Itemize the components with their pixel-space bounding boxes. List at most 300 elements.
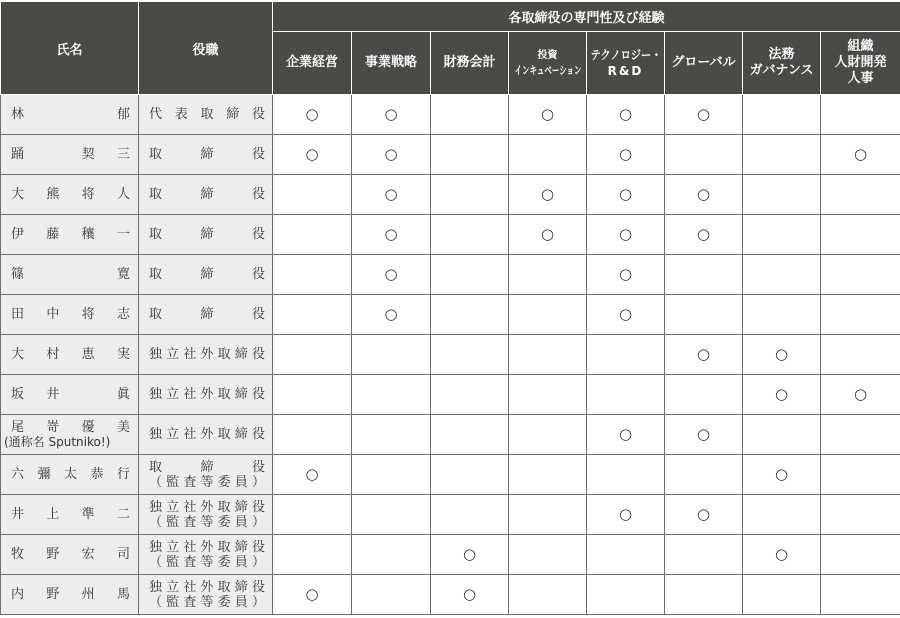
check-mark: ○ xyxy=(853,144,868,163)
check-mark: ○ xyxy=(696,104,711,123)
skill-cell xyxy=(352,375,431,415)
justified-character: 州 xyxy=(81,587,95,602)
skill-cell xyxy=(743,135,821,175)
justified-character: 役 xyxy=(251,459,265,475)
skill-cell xyxy=(743,295,821,335)
skill-cell xyxy=(273,495,352,535)
director-name xyxy=(11,267,130,282)
check-mark: ○ xyxy=(853,384,868,403)
skill-cell xyxy=(821,135,900,175)
skill-cell xyxy=(431,175,509,215)
director-name-cell xyxy=(1,175,139,215)
header-skill-legal-governance xyxy=(743,32,821,95)
justified-character: 林 xyxy=(11,107,25,122)
justified-character: 独 xyxy=(149,427,163,442)
skill-cell xyxy=(821,335,900,375)
justified-character: 員 xyxy=(234,514,248,530)
justified-character: 恭 xyxy=(90,467,104,482)
skill-cell xyxy=(352,575,431,615)
skill-cell xyxy=(743,215,821,255)
skill-cell xyxy=(587,135,665,175)
skill-cell xyxy=(587,95,665,135)
table-row xyxy=(1,375,900,415)
skill-cell xyxy=(509,535,587,575)
director-role-line xyxy=(149,347,265,362)
director-name xyxy=(11,420,130,435)
justified-character: 取 xyxy=(217,427,231,442)
justified-character: 郁 xyxy=(116,107,130,122)
director-name-cell xyxy=(1,535,139,575)
skill-cell xyxy=(352,495,431,535)
justified-character: 社 xyxy=(183,499,197,515)
justified-character: （ xyxy=(149,554,163,570)
justified-character: 査 xyxy=(183,554,197,570)
skill-cell xyxy=(273,375,352,415)
justified-character: 熊 xyxy=(46,187,60,202)
justified-character: 役 xyxy=(251,387,265,402)
director-name xyxy=(11,547,130,562)
skill-cell xyxy=(821,455,900,495)
justified-character: 優 xyxy=(81,419,95,435)
check-mark: ○ xyxy=(384,264,398,283)
skill-cell xyxy=(352,135,431,175)
justified-character: 彌 xyxy=(37,467,51,482)
skill-cell xyxy=(273,455,352,495)
header-role: 役職 xyxy=(139,2,273,95)
skill-cell xyxy=(743,175,821,215)
justified-character: 一 xyxy=(116,227,130,242)
skill-cell xyxy=(821,575,900,615)
justified-character: 査 xyxy=(183,594,197,610)
check-mark: ○ xyxy=(384,184,398,203)
skill-cell xyxy=(273,135,352,175)
justified-character: ） xyxy=(251,514,265,530)
header-skill-label-line: インキュベーション xyxy=(514,64,582,77)
justified-character: 取 xyxy=(217,387,231,402)
skill-cell xyxy=(821,495,900,535)
skill-cell xyxy=(821,175,900,215)
director-role-cell xyxy=(139,495,273,535)
justified-character: 役 xyxy=(251,539,265,555)
director-role-line xyxy=(149,515,265,530)
skill-cell xyxy=(587,175,665,215)
director-name xyxy=(11,347,130,362)
table-row xyxy=(1,175,900,215)
skill-cell xyxy=(431,215,509,255)
skill-cell xyxy=(509,295,587,335)
director-name xyxy=(11,587,130,602)
justified-character: 準 xyxy=(81,507,95,522)
table-row xyxy=(1,255,900,295)
director-name-cell xyxy=(1,575,139,615)
check-mark: ○ xyxy=(774,464,789,483)
skill-cell xyxy=(665,535,743,575)
director-role-line xyxy=(149,227,265,242)
justified-character: 二 xyxy=(116,507,130,522)
justified-character xyxy=(64,107,77,122)
check-mark: ○ xyxy=(696,504,711,523)
justified-character: 取 xyxy=(217,499,231,515)
check-mark: ○ xyxy=(696,224,711,243)
justified-character: 役 xyxy=(251,187,265,202)
justified-character: 藤 xyxy=(46,227,60,242)
director-name xyxy=(11,227,130,242)
justified-character: 将 xyxy=(81,307,95,322)
skill-cell xyxy=(821,415,900,455)
justified-character: 査 xyxy=(183,514,197,530)
skill-cell xyxy=(743,375,821,415)
header-name: 氏名 xyxy=(1,2,139,95)
justified-character: 役 xyxy=(251,307,265,322)
check-mark: ○ xyxy=(774,384,789,403)
justified-character: 等 xyxy=(200,474,214,490)
table-row xyxy=(1,215,900,255)
justified-character: 等 xyxy=(200,514,214,530)
director-role-line xyxy=(149,595,265,610)
header-skill-label-line: 企業経営 xyxy=(285,55,338,70)
director-role-line xyxy=(149,555,265,570)
justified-character: 役 xyxy=(251,147,265,162)
skill-cell xyxy=(509,455,587,495)
justified-character: 取 xyxy=(149,459,163,475)
justified-character: 嵜 xyxy=(46,419,60,435)
header-skills-group: 各取締役の専門性及び経験 xyxy=(273,2,900,32)
justified-character: 志 xyxy=(116,307,130,322)
director-role-line xyxy=(149,475,265,490)
director-role-cell xyxy=(139,135,273,175)
director-role-cell xyxy=(139,295,273,335)
justified-character: 坂 xyxy=(11,387,25,402)
justified-character xyxy=(82,387,95,402)
director-role-cell xyxy=(139,415,273,455)
skill-cell xyxy=(587,455,665,495)
director-role-cell xyxy=(139,215,273,255)
justified-character: 社 xyxy=(183,347,197,362)
header-skill-technology-rd xyxy=(587,32,665,95)
justified-character: 独 xyxy=(149,347,163,362)
skill-cell xyxy=(665,455,743,495)
skill-cell xyxy=(743,415,821,455)
skill-cell xyxy=(273,295,352,335)
justified-character: 取 xyxy=(149,267,163,282)
director-role-line xyxy=(149,147,265,162)
director-name xyxy=(11,467,130,482)
table-row xyxy=(1,295,900,335)
director-role-line xyxy=(149,267,265,282)
justified-character: 立 xyxy=(166,499,180,515)
skill-cell xyxy=(431,295,509,335)
skill-cell xyxy=(352,535,431,575)
justified-character: 役 xyxy=(251,347,265,362)
check-mark: ○ xyxy=(696,184,711,203)
justified-character: 締 xyxy=(200,459,214,475)
justified-character: 田 xyxy=(11,307,25,322)
skill-cell xyxy=(431,575,509,615)
table-row xyxy=(1,335,900,375)
justified-character: 社 xyxy=(183,427,197,442)
skill-cell xyxy=(509,495,587,535)
director-role-line xyxy=(149,500,265,515)
skill-cell xyxy=(273,175,352,215)
check-mark: ○ xyxy=(305,464,319,483)
skill-cell xyxy=(509,375,587,415)
check-mark: ○ xyxy=(305,584,319,603)
justified-character: 社 xyxy=(183,579,197,595)
justified-character: 中 xyxy=(46,307,60,322)
skill-cell xyxy=(352,95,431,135)
header-skill-business-strategy xyxy=(352,32,431,95)
skill-cell xyxy=(821,295,900,335)
justified-character: 村 xyxy=(46,347,60,362)
check-mark: ○ xyxy=(618,264,633,283)
check-mark: ○ xyxy=(696,424,711,443)
justified-character: 独 xyxy=(149,387,163,402)
director-name-cell xyxy=(1,255,139,295)
justified-character: 締 xyxy=(234,347,248,362)
check-mark: ○ xyxy=(384,304,398,323)
skill-cell xyxy=(273,535,352,575)
justified-character: 三 xyxy=(116,147,130,162)
justified-character: 大 xyxy=(11,187,25,202)
justified-character: 尾 xyxy=(11,419,25,435)
check-mark: ○ xyxy=(618,224,633,243)
check-mark: ○ xyxy=(384,144,398,163)
director-name-cell xyxy=(1,375,139,415)
skill-cell xyxy=(743,535,821,575)
skill-cell xyxy=(665,575,743,615)
check-mark: ○ xyxy=(696,344,711,363)
justified-character: 行 xyxy=(116,467,130,482)
justified-character: 外 xyxy=(200,499,214,515)
justified-character: 大 xyxy=(11,347,25,362)
skill-cell xyxy=(431,335,509,375)
justified-character: 取 xyxy=(149,147,163,162)
justified-character xyxy=(64,267,77,282)
justified-character: ） xyxy=(251,474,265,490)
skill-cell xyxy=(821,95,900,135)
director-name-cell xyxy=(1,495,139,535)
director-role-line xyxy=(149,307,265,322)
justified-character: （ xyxy=(149,594,163,610)
header-skill-label-line: 人事 xyxy=(847,71,874,86)
justified-character: 外 xyxy=(200,427,214,442)
skill-cell xyxy=(352,455,431,495)
justified-character: 穰 xyxy=(81,227,95,242)
table-header xyxy=(1,2,900,95)
justified-character: 外 xyxy=(200,387,214,402)
director-name-note: (通称名 Sputniko!) xyxy=(4,434,111,449)
justified-character: 員 xyxy=(234,594,248,610)
director-role-cell xyxy=(139,575,273,615)
skill-cell xyxy=(509,335,587,375)
justified-character: 将 xyxy=(81,187,95,202)
skill-cell xyxy=(509,95,587,135)
table-row xyxy=(1,95,900,135)
check-mark: ○ xyxy=(774,344,789,363)
skill-cell xyxy=(743,335,821,375)
header-skill-label-line: ガバナンス xyxy=(749,63,814,78)
skill-matrix-table xyxy=(0,1,900,615)
justified-character: 委 xyxy=(217,474,231,490)
table-row xyxy=(1,455,900,495)
justified-character: 立 xyxy=(166,579,180,595)
header-skill-label-line: 人財開発 xyxy=(834,55,887,70)
skill-cell xyxy=(665,375,743,415)
skill-cell xyxy=(352,415,431,455)
skill-cell xyxy=(665,215,743,255)
skill-cell xyxy=(587,215,665,255)
director-role-cell xyxy=(139,375,273,415)
justified-character: 委 xyxy=(217,514,231,530)
justified-character: 監 xyxy=(166,594,180,610)
skill-cell xyxy=(665,295,743,335)
header-skill-label-line: 投資 xyxy=(537,50,558,61)
justified-character: 締 xyxy=(200,227,214,242)
justified-character: 司 xyxy=(116,547,130,562)
justified-character: ） xyxy=(251,554,265,570)
check-mark: ○ xyxy=(774,544,789,563)
director-role-line xyxy=(149,580,265,595)
justified-character: （ xyxy=(149,514,163,530)
skill-cell xyxy=(821,535,900,575)
justified-character: 踊 xyxy=(11,147,25,162)
justified-character: 太 xyxy=(63,467,77,482)
justified-character: 実 xyxy=(116,347,130,362)
check-mark: ○ xyxy=(618,144,633,163)
skill-cell xyxy=(273,215,352,255)
header-skill-finance-accounting xyxy=(431,32,509,95)
skill-cell xyxy=(665,495,743,535)
justified-character: 立 xyxy=(166,539,180,555)
table-row xyxy=(1,415,900,455)
skill-cell xyxy=(821,375,900,415)
skill-cell xyxy=(352,175,431,215)
justified-character: 独 xyxy=(149,579,163,595)
justified-character: 委 xyxy=(217,554,231,570)
justified-character: 伊 xyxy=(11,227,25,242)
skill-cell xyxy=(273,255,352,295)
justified-character: 内 xyxy=(11,587,25,602)
skill-cell xyxy=(509,575,587,615)
justified-character: 社 xyxy=(183,387,197,402)
skill-cell xyxy=(431,455,509,495)
skill-cell xyxy=(431,495,509,535)
justified-character: 立 xyxy=(166,427,180,442)
director-role-cell xyxy=(139,95,273,135)
justified-character: 契 xyxy=(81,147,95,162)
skill-cell xyxy=(273,95,352,135)
justified-character: 取 xyxy=(149,187,163,202)
justified-character: 取 xyxy=(200,107,214,122)
justified-character: 独 xyxy=(149,539,163,555)
justified-character: 独 xyxy=(149,499,163,515)
director-role-cell xyxy=(139,455,273,495)
director-role-line xyxy=(149,387,265,402)
skill-cell xyxy=(431,135,509,175)
justified-character: 締 xyxy=(200,267,214,282)
skill-cell xyxy=(431,415,509,455)
skill-cell xyxy=(273,575,352,615)
header-skill-corporate-management xyxy=(273,32,352,95)
director-role-line xyxy=(149,107,265,122)
justified-character: 締 xyxy=(234,387,248,402)
justified-character: 美 xyxy=(116,419,130,435)
justified-character: 立 xyxy=(166,387,180,402)
director-role-line xyxy=(149,187,265,202)
director-name xyxy=(11,387,130,402)
skill-cell xyxy=(587,295,665,335)
director-name-cell xyxy=(1,295,139,335)
justified-character: 締 xyxy=(200,147,214,162)
justified-character: 野 xyxy=(46,587,60,602)
skill-cell xyxy=(665,95,743,135)
check-mark: ○ xyxy=(462,544,477,563)
justified-character: 取 xyxy=(217,347,231,362)
justified-character: 取 xyxy=(217,579,231,595)
justified-character: 牧 xyxy=(11,547,25,562)
header-skill-label-line: 組織 xyxy=(847,39,874,54)
skill-cell xyxy=(431,375,509,415)
justified-character: 役 xyxy=(251,107,265,122)
check-mark: ○ xyxy=(618,504,633,523)
check-mark: ○ xyxy=(618,304,633,323)
skill-cell xyxy=(587,535,665,575)
justified-character: 役 xyxy=(251,499,265,515)
justified-character: 監 xyxy=(166,554,180,570)
justified-character: 恵 xyxy=(81,347,95,362)
skill-cell xyxy=(743,495,821,535)
justified-character: 外 xyxy=(200,347,214,362)
justified-character: 寛 xyxy=(116,267,130,282)
header-skill-label-line: 財務会計 xyxy=(443,55,496,70)
justified-character: 査 xyxy=(183,474,197,490)
justified-character: 締 xyxy=(234,499,248,515)
skill-cell xyxy=(509,255,587,295)
header-skill-label-line: グローバル xyxy=(671,55,736,70)
skill-cell xyxy=(665,135,743,175)
skill-cell xyxy=(431,535,509,575)
skill-cell xyxy=(587,495,665,535)
skill-cell xyxy=(821,255,900,295)
director-name-cell xyxy=(1,135,139,175)
justified-character: 員 xyxy=(234,554,248,570)
header-skill-global xyxy=(665,32,743,95)
justified-character: 等 xyxy=(200,594,214,610)
justified-character: 井 xyxy=(46,387,60,402)
justified-character: 宏 xyxy=(81,547,95,562)
skill-cell xyxy=(352,295,431,335)
justified-character: 締 xyxy=(234,579,248,595)
table-row xyxy=(1,135,900,175)
skill-cell xyxy=(431,95,509,135)
justified-character: 取 xyxy=(149,307,163,322)
director-name-cell xyxy=(1,415,139,455)
justified-character: 代 xyxy=(149,107,163,122)
justified-character: 立 xyxy=(166,347,180,362)
skill-cell xyxy=(821,215,900,255)
justified-character: 監 xyxy=(166,514,180,530)
skill-cell xyxy=(743,575,821,615)
director-role-line xyxy=(149,427,265,442)
skill-cell xyxy=(743,455,821,495)
justified-character: （ xyxy=(149,474,163,490)
check-mark: ○ xyxy=(540,184,555,203)
header-skill-label-line: テクノロジー・ xyxy=(590,48,662,62)
justified-character: 締 xyxy=(200,187,214,202)
skill-cell xyxy=(509,135,587,175)
check-mark: ○ xyxy=(305,104,319,123)
table-row xyxy=(1,495,900,535)
